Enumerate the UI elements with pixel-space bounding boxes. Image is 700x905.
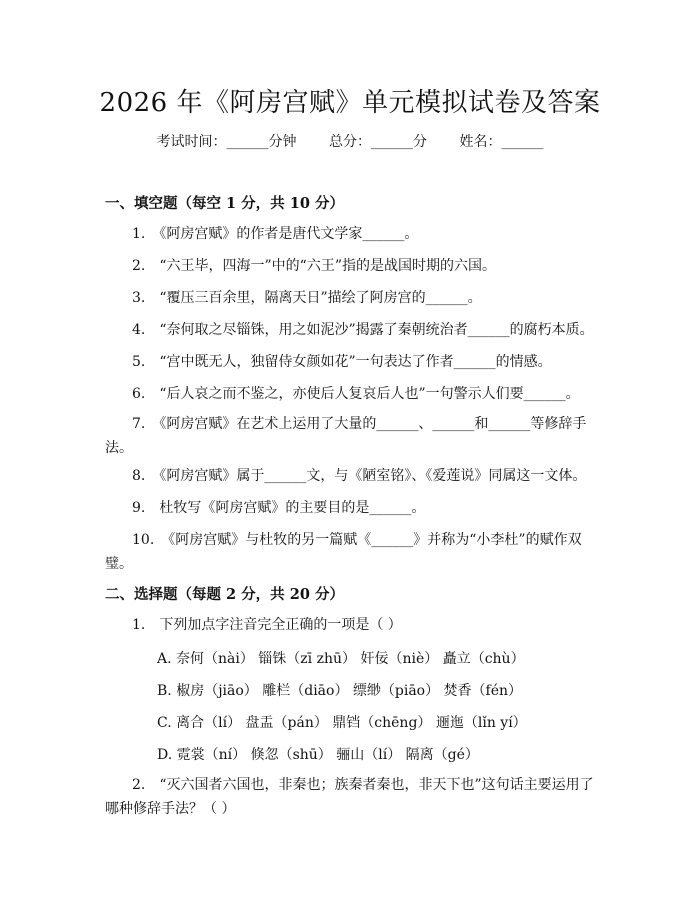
question-item: 1. 下列加点字注音完全正确的一项是（ ） — [132, 617, 402, 633]
choice-option-c: C. 离合（lí） 盘盂（pán） 鼎铛（chēng） 逦迤（lǐn yí） — [157, 715, 527, 731]
question-item: 9. 杜牧写《阿房宫赋》的主要目的是______。 — [132, 500, 426, 516]
section-heading-multiple-choice: 二、选择题（每题 2 分，共 20 分） — [105, 586, 344, 603]
question-item: 7. 《阿房宫赋》在艺术上运用了大量的______、______和______等修辞手法。 — [105, 416, 587, 456]
question-item: 8. 《阿房宫赋》属于______文，与《陋室铭》、《爱莲说》同属这一文体。 — [132, 468, 587, 484]
exam-time: 考试时间：______分钟 — [156, 134, 297, 150]
choice-option-b: B. 椒房（jiāo） 雕栏（diāo） 缥缈（piāo） 焚香（fén） — [157, 683, 523, 699]
question-item: 10. 《阿房宫赋》与杜牧的另一篇赋《______》并称为“小李杜”的赋作双璧。 — [105, 532, 582, 572]
question-item: 5. “宫中既无人，独留侍女颜如花”一句表达了作者______的情感。 — [132, 354, 552, 370]
student-name: 姓名：______ — [459, 134, 544, 150]
exam-meta — [0, 131, 700, 151]
choice-option-d: D. 霓裳（ní） 倏忽（shū） 骊山（lí） 隔离（gé） — [157, 747, 479, 763]
section-heading-fill-blank: 一、填空题（每空 1 分，共 10 分） — [105, 195, 344, 212]
question-item: 6. “后人哀之而不鉴之，亦使后人复哀后人也”一句警示人们要______。 — [132, 386, 580, 402]
page-title: 2026 年《阿房宫赋》单元模拟试卷及答案 — [99, 88, 601, 118]
question-item: 2. “六王毕，四海一”中的“六王”指的是战国时期的六国。 — [132, 258, 496, 274]
choice-option-a: A. 奈何（nài） 锱铢（zī zhū） 奸佞（niè） 矗立（chù） — [157, 651, 525, 667]
question-item: 1. 《阿房宫赋》的作者是唐代文学家______。 — [132, 226, 419, 242]
total-score: 总分：______分 — [329, 134, 427, 150]
question-item: 2. “灭六国者六国也，非秦也；族秦者秦也，非天下也”这句话主要运用了哪种修辞手法？（ ） — [105, 777, 594, 817]
question-item: 3. “覆压三百余里，隔离天日”描绘了阿房宫的______。 — [132, 290, 482, 306]
question-item: 4. “奈何取之尽锱铢，用之如泥沙”揭露了秦朝统治者______的腐朽本质。 — [132, 322, 594, 338]
